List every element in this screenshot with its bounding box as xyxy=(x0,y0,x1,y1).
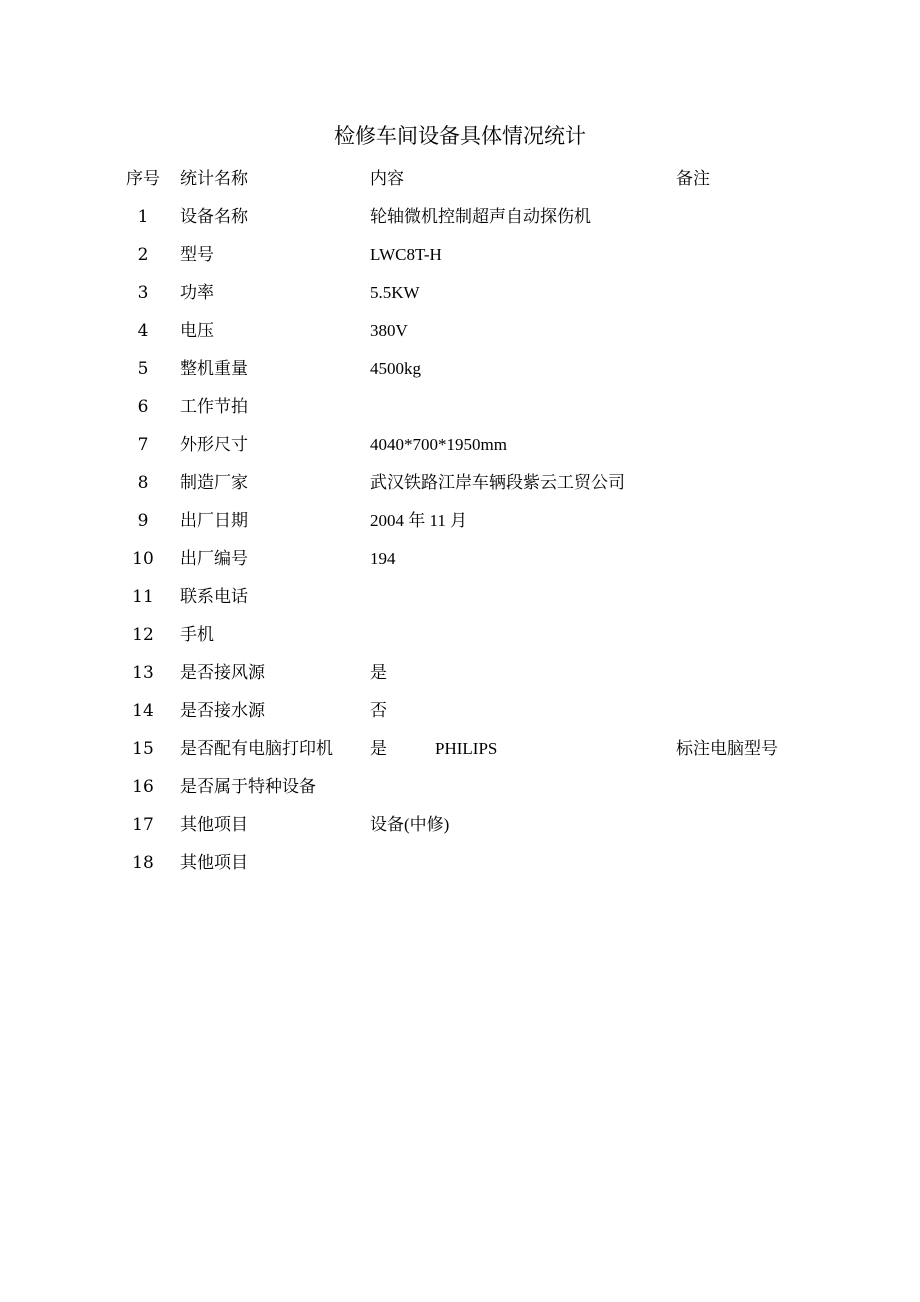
row-content: 否 xyxy=(370,701,387,720)
table-row xyxy=(0,274,920,312)
row-name: 联系电话 xyxy=(180,587,248,607)
row-content: 194 xyxy=(370,549,396,568)
row-content: 380V xyxy=(370,321,408,340)
row-name: 外形尺寸 xyxy=(180,435,248,455)
table-row xyxy=(0,502,920,540)
table-row xyxy=(0,730,920,768)
table-row xyxy=(0,312,920,350)
row-number: 13 xyxy=(132,663,154,683)
row-number: 8 xyxy=(137,473,149,493)
row-content: 轮轴微机控制超声自动探伤机 xyxy=(370,207,591,226)
row-name: 出厂日期 xyxy=(180,511,248,531)
row-number: 5 xyxy=(137,359,149,379)
row-number: 17 xyxy=(132,815,154,835)
table-row xyxy=(0,578,920,616)
row-note: 标注电脑型号 xyxy=(676,739,778,759)
row-number: 9 xyxy=(137,511,149,531)
table-row xyxy=(0,654,920,692)
row-name: 设备名称 xyxy=(180,207,248,227)
row-content: 设备(中修) xyxy=(370,815,450,834)
equipment-table xyxy=(0,160,920,882)
row-name: 型号 xyxy=(180,245,214,265)
row-content: 是 xyxy=(370,663,387,682)
row-content: LWC8T-H xyxy=(370,245,442,264)
row-content: 是 xyxy=(370,739,387,758)
row-number: 2 xyxy=(137,245,149,265)
row-name: 制造厂家 xyxy=(180,473,248,493)
row-number: 11 xyxy=(132,587,154,607)
row-name: 工作节拍 xyxy=(180,397,248,417)
row-name: 其他项目 xyxy=(180,853,248,873)
row-brand: PHILIPS xyxy=(435,739,498,758)
row-number: 18 xyxy=(132,853,154,873)
table-header-row xyxy=(0,160,920,198)
row-content: 2004 年 11 月 xyxy=(370,511,468,530)
row-number: 6 xyxy=(137,397,149,417)
row-content: 5.5KW xyxy=(370,283,420,302)
row-name: 出厂编号 xyxy=(180,549,248,569)
table-row xyxy=(0,426,920,464)
table-row xyxy=(0,844,920,882)
row-number: 3 xyxy=(137,283,149,303)
row-number: 7 xyxy=(137,435,149,455)
row-content: 4040*700*1950mm xyxy=(370,435,507,454)
table-row xyxy=(0,540,920,578)
row-number: 4 xyxy=(137,321,149,341)
row-content: 4500kg xyxy=(370,359,421,378)
table-row xyxy=(0,692,920,730)
header-name: 统计名称 xyxy=(180,169,248,189)
header-content: 内容 xyxy=(370,169,404,189)
row-number: 10 xyxy=(132,549,154,569)
table-row xyxy=(0,198,920,236)
table-body xyxy=(0,198,920,882)
table-row xyxy=(0,236,920,274)
header-no: 序号 xyxy=(126,169,160,189)
table-row xyxy=(0,806,920,844)
row-name: 功率 xyxy=(180,283,214,303)
row-name: 是否配有电脑打印机 xyxy=(180,739,333,759)
row-name: 整机重量 xyxy=(180,359,248,379)
row-number: 14 xyxy=(132,701,154,721)
table-row xyxy=(0,464,920,502)
row-name: 电压 xyxy=(180,321,214,341)
table-row xyxy=(0,616,920,654)
table-row xyxy=(0,388,920,426)
document-title: 检修车间设备具体情况统计 xyxy=(334,124,586,148)
row-name: 是否接水源 xyxy=(180,701,265,721)
row-name: 其他项目 xyxy=(180,815,248,835)
row-name: 是否接风源 xyxy=(180,663,265,683)
row-name: 手机 xyxy=(180,625,214,645)
row-number: 12 xyxy=(132,625,154,645)
table-row xyxy=(0,350,920,388)
header-note: 备注 xyxy=(676,169,710,189)
row-number: 15 xyxy=(132,739,154,759)
row-number: 16 xyxy=(132,777,154,797)
row-number: 1 xyxy=(137,207,149,227)
table-row xyxy=(0,768,920,806)
row-name: 是否属于特种设备 xyxy=(180,777,316,797)
row-content: 武汉铁路江岸车辆段紫云工贸公司 xyxy=(370,473,625,492)
